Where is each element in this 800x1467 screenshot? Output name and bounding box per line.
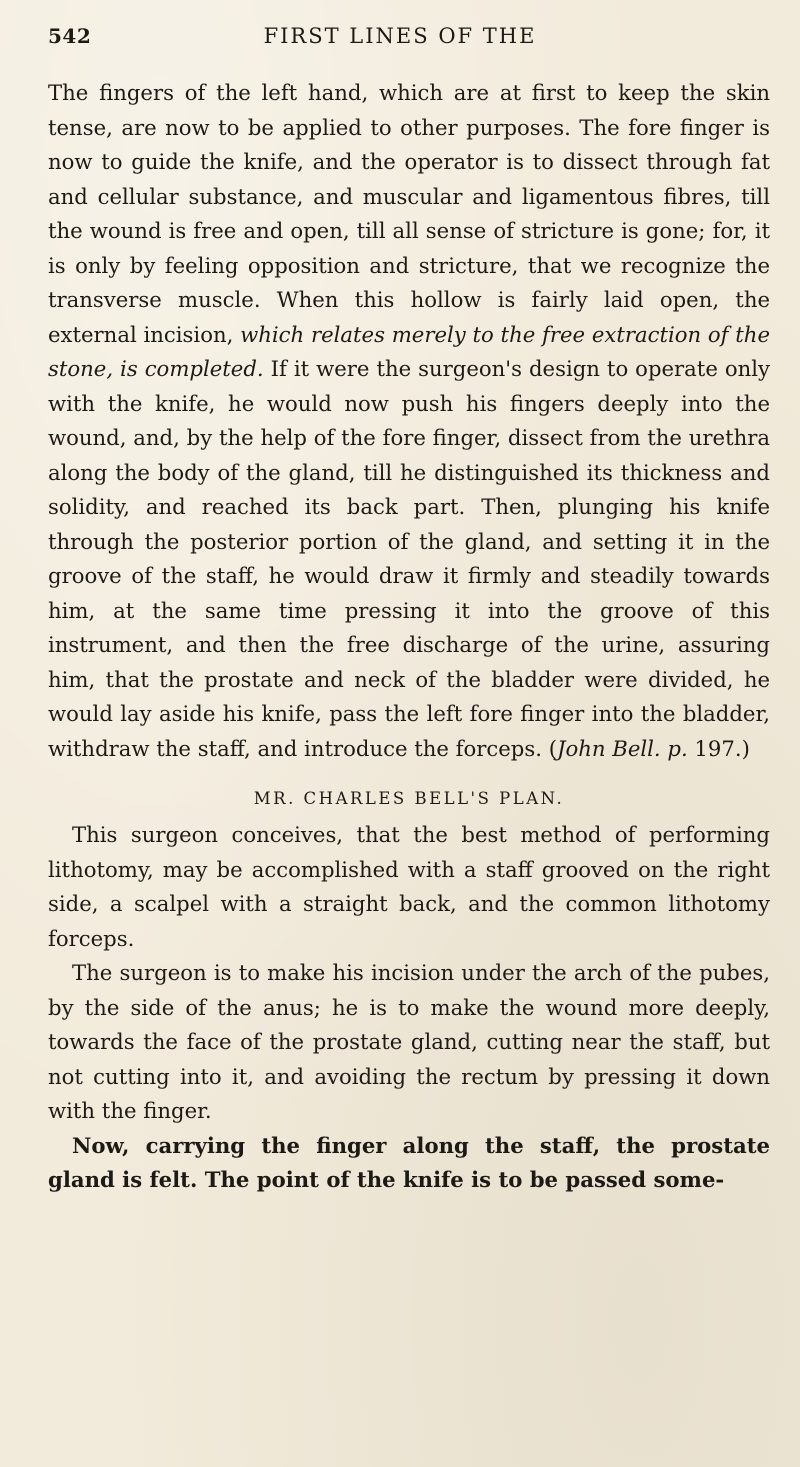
paragraph-incision-middle: If it were the surgeon's design to operate only with the knife, he would now push his fingers deeply into the wound, and, by the help of the fore finger, dissect from the urethra along the body of the gland, till he distinguished its thickness and solidity, and reached its back part. Then, plunging his knife through the posterior portion of the gland, and setting it in the groove of the staff, he would draw it firmly and steadily towards him, at the same time pressing it into the groove of this instrument, and then the free discharge of the urine, assuring him, that the prostate and neck of the bladder were divided, he would lay aside his knife, pass the left fore finger into the bladder, withdraw the staff, and introduce the forceps. ( — [48, 356, 770, 761]
section-heading: MR. CHARLES BELL'S PLAN. — [253, 789, 565, 808]
citation-page: 197.) — [687, 735, 750, 761]
citation-author: John Bell. p. — [556, 735, 688, 761]
paragraph-incision-lead: The fingers of the left hand, which are at first to keep the skin tense, are now to be applied to other purposes. The fore finger is now to guide the knife, and the operator is to dissect through fat and cellular substance, and muscular and ligamentous fibres, till the wound is free and open, till all sense of stricture is gone; for, it is only by feeling opposition and stricture, that we recognize the transverse muscle. When this hollow is fairly laid open, the external incision, — [48, 80, 770, 347]
page-header — [48, 18, 752, 58]
running-title: FIRST LINES OF THE — [263, 24, 537, 48]
paragraph-incision — [48, 76, 770, 766]
paragraph-incision-italic: which relates merely to the free extraction of the stone, is completed. — [48, 321, 770, 381]
paragraph-pubes-incision: The surgeon is to make his incision under the arch of the pubes, by the side of the anus; he is to make the wound more deeply, towards the face of the prostate gland, cutting near the staff, but not cutting into it, and avoiding the rectum by pressing it down with the finger. — [48, 960, 770, 1123]
page-number: 542 — [48, 24, 92, 48]
paragraph-instruments: This surgeon conceives, that the best method of performing lithotomy, may be accomplished with a staff grooved on the right side, a scalpel with a straight back, and the common lithotomy forceps. — [48, 822, 770, 951]
paragraph-prostate: Now, carrying the finger along the staff, the prostate gland is felt. The point of the knife is to be passed some- — [48, 1132, 770, 1192]
body-text — [48, 76, 770, 1198]
